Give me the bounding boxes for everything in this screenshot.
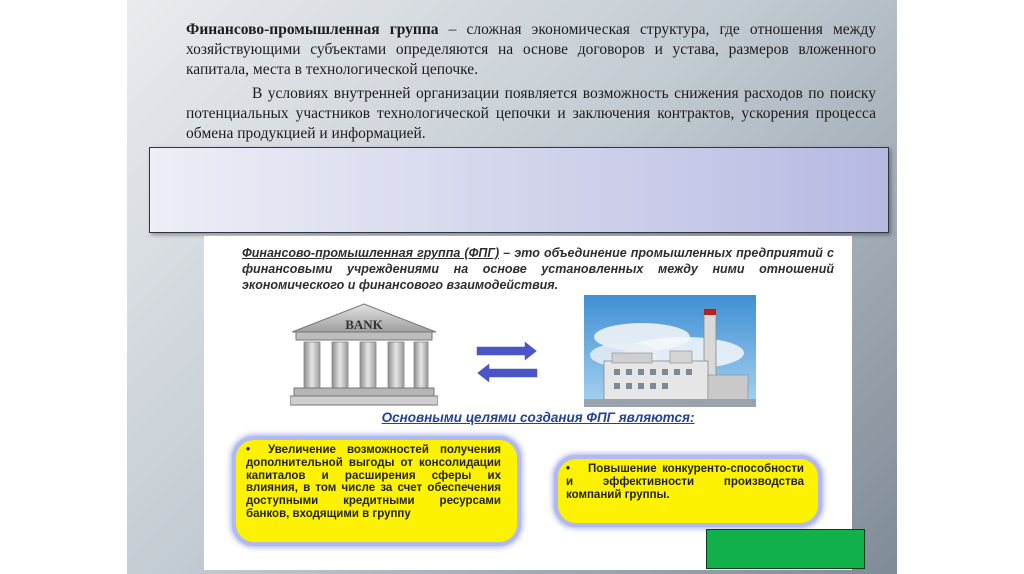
paragraph-fpg-intro (186, 20, 876, 80)
fpg-term: Финансово-промышленная группа (186, 21, 439, 38)
goal-text-1 (246, 444, 501, 521)
factory-photo-icon (584, 295, 756, 407)
fpg-intro-text: – сложная экономическая структура, где отношения между хозяйствующими субъектами определяются на основе договоров и устава, размеров вложенного капитала, места в технологической цепочке. (186, 21, 876, 78)
definition-text: – это объединение промышленных предприятий с финансовыми учреждениями на основе установленных между ними отношений экономического и финансового взаимодействия. (242, 246, 834, 292)
paragraph-internal-organization: В условиях внутренней организации появляется возможность снижения расходов по поиску потенциальных участников технологической цепочки и заключения контрактов, ускорения процесса обмена продукцией и информацией. (186, 85, 876, 142)
fpg-definition (242, 245, 834, 293)
bank-label: BANK (345, 317, 383, 332)
exchange-arrows-icon (472, 338, 542, 386)
definition-term: Финансово-промышленная группа (ФПГ) (242, 246, 500, 260)
goal-bullet-1: • (246, 444, 251, 456)
goal-bullet-2: • (566, 463, 571, 475)
goal-1-text: Увеличение возможностей получения дополнительной выгоды от консолидации капиталов и расширения сферы их влияния, в том числе за счет обеспечения доступными кредитными ресурсами банков, входящими в группу (246, 444, 501, 520)
blue-text-box (149, 147, 889, 233)
goal-text-2 (566, 463, 804, 501)
green-rectangle-button[interactable] (706, 529, 865, 569)
bank-building-icon (290, 302, 438, 406)
goals-title: Основными целями создания ФПГ являются: (381, 410, 695, 425)
goal-2-text: Повышение конкуренто-способности и эффективности производства компаний группы. (566, 463, 804, 501)
